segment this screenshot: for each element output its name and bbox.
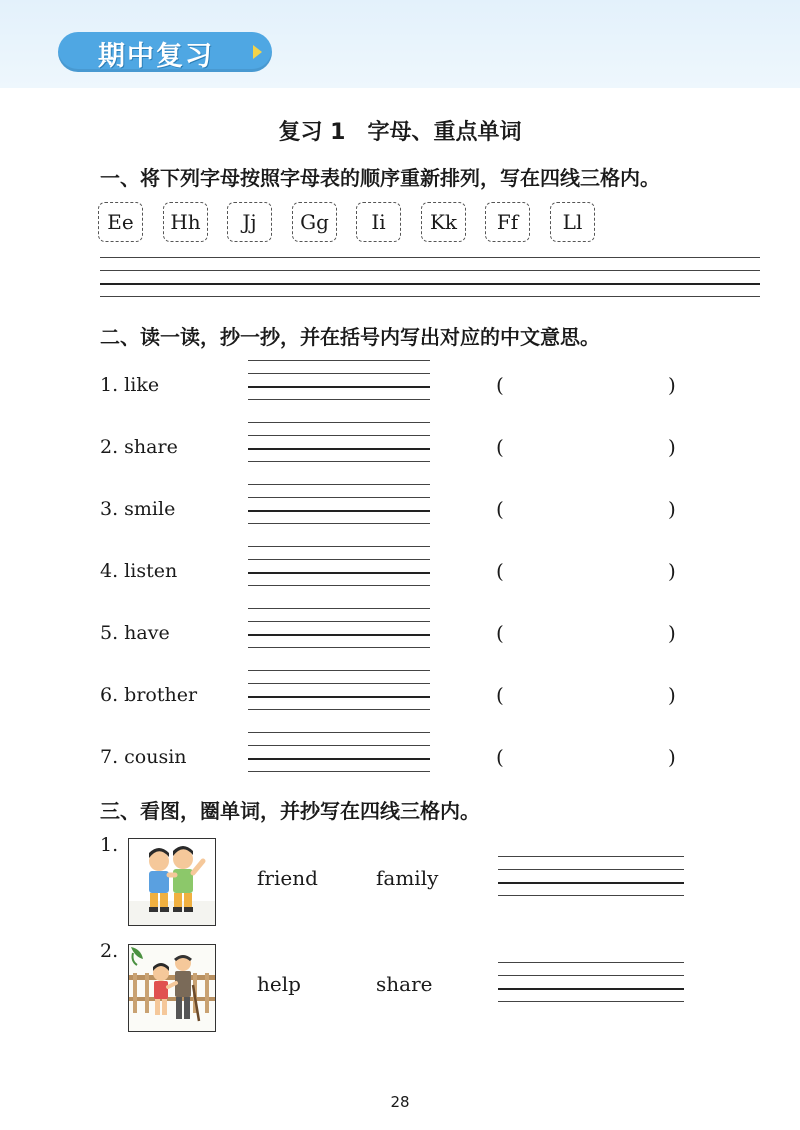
page-number: 28 — [390, 1093, 410, 1111]
play-arrow-icon — [253, 45, 262, 59]
word-label: 6. brother — [100, 684, 198, 706]
section-badge — [58, 32, 272, 72]
word-row — [100, 732, 700, 782]
word-option[interactable]: family — [376, 866, 439, 890]
answer-paren-close: ) — [668, 621, 676, 645]
question-number: 2. — [100, 940, 119, 962]
writing-lines[interactable] — [248, 484, 430, 524]
section-badge-label: 期中复习 — [98, 41, 214, 72]
letter-box: Ff — [485, 202, 530, 242]
section3-heading: 三、看图，圈单词，并抄写在四线三格内。 — [100, 799, 480, 823]
two-friends-illustration — [128, 838, 216, 926]
answer-paren-close: ) — [668, 373, 676, 397]
word-label: 2. share — [100, 436, 178, 458]
word-option[interactable]: help — [257, 972, 301, 996]
word-row — [100, 360, 700, 410]
section1-heading: 一、将下列字母按照字母表的顺序重新排列，写在四线三格内。 — [100, 166, 660, 190]
answer-paren-close: ) — [668, 435, 676, 459]
word-label: 1. like — [100, 374, 160, 396]
helping-grandpa-illustration — [128, 944, 216, 1032]
answer-paren-close: ) — [668, 683, 676, 707]
word-option[interactable]: friend — [257, 866, 318, 890]
writing-lines[interactable] — [100, 257, 760, 297]
word-label: 7. cousin — [100, 746, 187, 768]
answer-paren-close: ) — [668, 745, 676, 769]
picture-question — [100, 940, 700, 1040]
picture-question — [100, 834, 700, 934]
answer-paren-close: ) — [668, 497, 676, 521]
word-row — [100, 484, 700, 534]
question-number: 1. — [100, 834, 119, 856]
word-row — [100, 608, 700, 658]
writing-lines[interactable] — [248, 422, 430, 462]
writing-lines[interactable] — [248, 360, 430, 400]
writing-lines[interactable] — [248, 608, 430, 648]
letter-box: Ll — [550, 202, 595, 242]
letter-box: Gg — [292, 202, 337, 242]
letter-box: Kk — [421, 202, 466, 242]
word-label: 5. have — [100, 622, 170, 644]
section2-heading: 二、读一读，抄一抄，并在括号内写出对应的中文意思。 — [100, 325, 600, 349]
word-row — [100, 546, 700, 596]
page-title: 复习 1 字母、重点单词 — [278, 120, 522, 145]
letter-box: Ii — [356, 202, 401, 242]
writing-lines[interactable] — [248, 732, 430, 772]
word-row — [100, 670, 700, 720]
writing-lines[interactable] — [498, 856, 684, 896]
writing-lines[interactable] — [248, 670, 430, 710]
letter-box: Jj — [227, 202, 272, 242]
answer-paren-open: ( — [496, 435, 504, 459]
answer-paren-open: ( — [496, 683, 504, 707]
letter-list — [98, 202, 618, 242]
word-label: 3. smile — [100, 498, 176, 520]
writing-lines[interactable] — [498, 962, 684, 1002]
word-label: 4. listen — [100, 560, 178, 582]
answer-paren-open: ( — [496, 559, 504, 583]
answer-paren-open: ( — [496, 497, 504, 521]
answer-paren-open: ( — [496, 373, 504, 397]
answer-paren-open: ( — [496, 621, 504, 645]
answer-paren-open: ( — [496, 745, 504, 769]
letter-box: Hh — [163, 202, 208, 242]
letter-box: Ee — [98, 202, 143, 242]
word-option[interactable]: share — [376, 972, 433, 996]
answer-paren-close: ) — [668, 559, 676, 583]
writing-lines[interactable] — [248, 546, 430, 586]
word-row — [100, 422, 700, 472]
